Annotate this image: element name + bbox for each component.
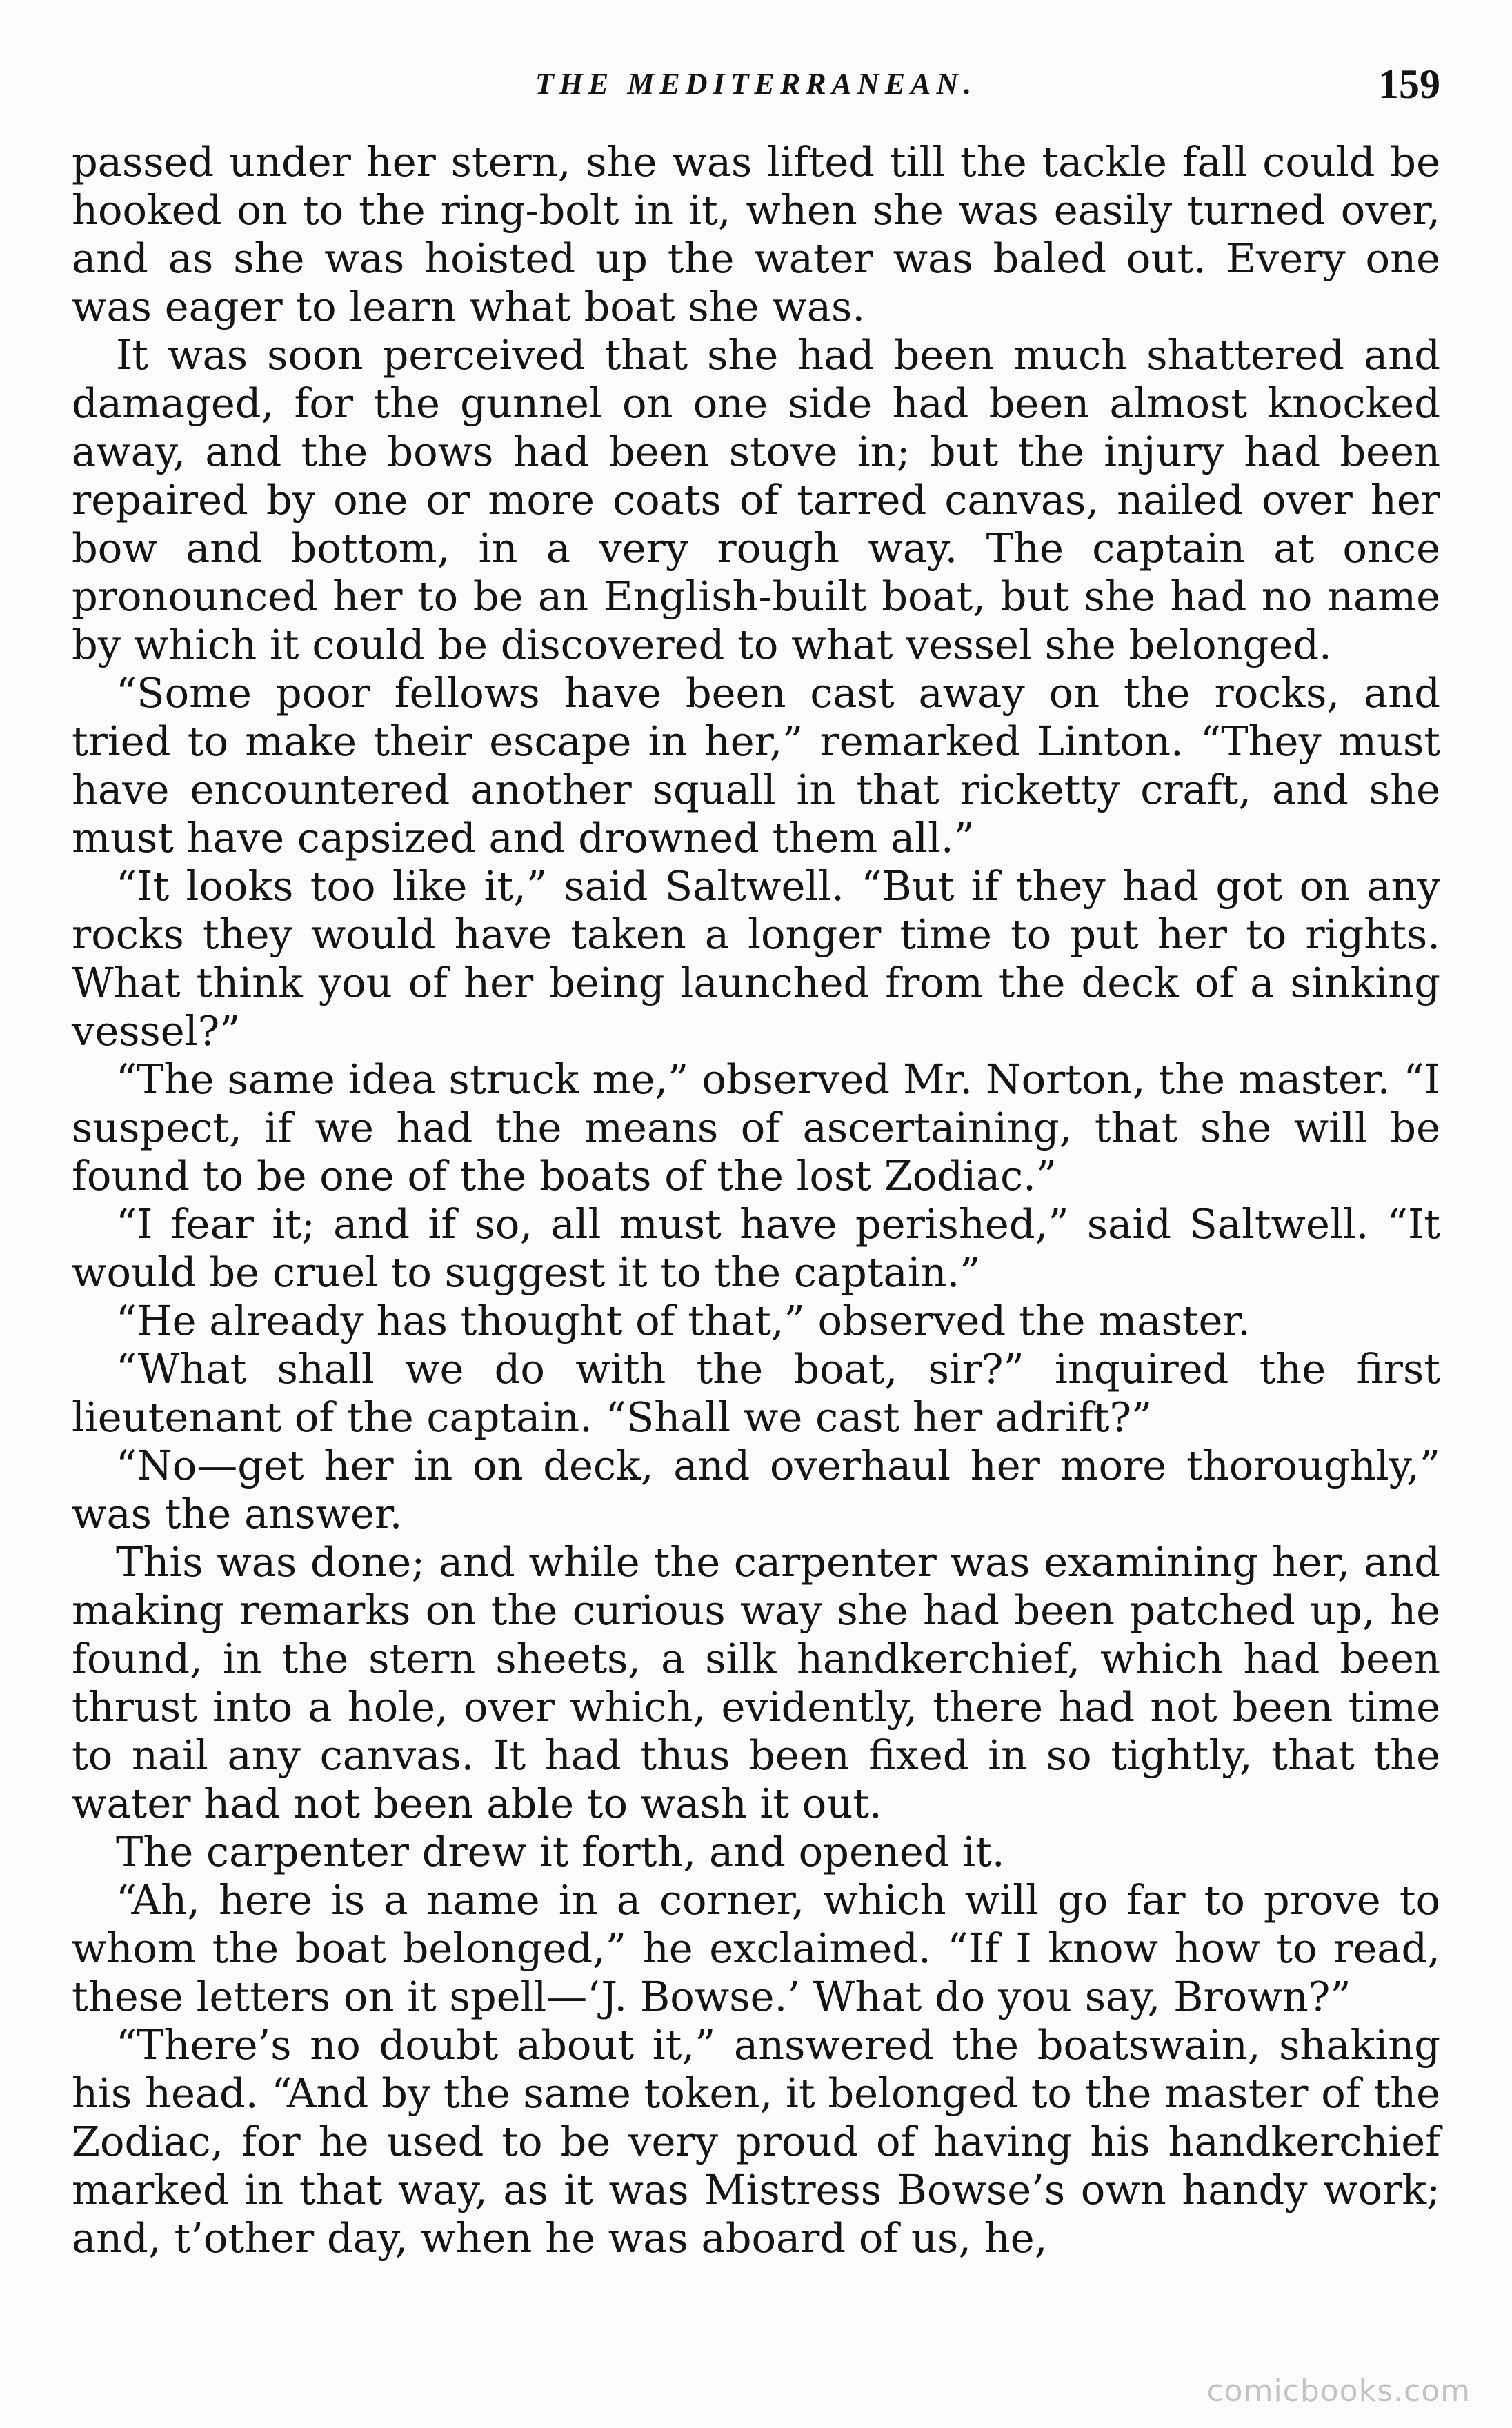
paragraph: “The same idea struck me,” observed Mr. Norton, the master. “I suspect, if we had the means of ascertaining, that she will be found to be one of the boats of the lost Zodiac.” — [72, 1055, 1440, 1200]
paragraph: “Some poor fellows have been cast away on the rocks, and tried to make their escape in her,” remarked Linton. “They must have encountered another squall in that ricketty craft, and she must have capsized and drowned them all.” — [72, 669, 1440, 862]
paragraph: This was done; and while the carpenter was examining her, and making remarks on the curious way she had been patched up, he found, in the stern sheets, a silk handkerchief, which had been thrust into a hole, over which, evidently, there had not been time to nail any canvas. It had thus been fixed in so tightly, that the water had not been able to wash it out. — [72, 1538, 1440, 1827]
body-text — [72, 138, 1440, 2262]
paragraph: “Ah, here is a name in a corner, which will go far to prove to whom the boat belonged,” he exclaimed. “If I know how to read, these letters on it spell—‘J. Bowse.’ What do you say, Brown?” — [72, 1876, 1440, 2020]
paragraph: “There’s no doubt about it,” answered the boatswain, shaking his head. “And by the same token, it belonged to the master of the Zodiac, for he used to be very proud of having his handkerchief marked in that way, as it was Mistress Bowse’s own handy work; and, t’other day, when he was aboard of us, he, — [72, 2021, 1440, 2262]
running-head: THE MEDITERRANEAN. — [535, 67, 977, 101]
paragraph: “What shall we do with the boat, sir?” inquired the first lieutenant of the captain. “Shall we cast her adrift?” — [72, 1345, 1440, 1441]
paragraph: passed under her stern, she was lifted till the tackle fall could be hooked on to the ring-bolt in it, when she was easily turned over, and as she was hoisted up the water was baled out. Every one was eager to learn what boat she was. — [72, 138, 1440, 330]
page-number: 159 — [1378, 61, 1440, 107]
watermark: comicbooks.com — [1206, 2374, 1471, 2409]
paragraph: “No—get her in on deck, and overhaul her more thoroughly,” was the answer. — [72, 1442, 1440, 1538]
paragraph: The carpenter drew it forth, and opened it. — [116, 1828, 1005, 1875]
paragraph: It was soon perceived that she had been much shattered and damaged, for the gunnel on one side had been almost knocked away, and the bows had been stove in; but the injury had been repaired by one or more coats of tarred canvas, nailed over her bow and bottom, in a very rough way. The captain at once pronounced her to be an English-built boat, but she had no name by which it could be discovered to what vessel she belonged. — [72, 331, 1440, 668]
paragraph: “It looks too like it,” said Saltwell. “But if they had got on any rocks they would have taken a longer time to put her to rights. What think you of her being launched from the deck of a sinking vessel?” — [72, 862, 1440, 1055]
book-page — [72, 61, 1440, 2392]
paragraph: “I fear it; and if so, all must have perished,” said Saltwell. “It would be cruel to suggest it to the captain.” — [72, 1200, 1440, 1296]
paragraph: “He already has thought of that,” observed the master. — [116, 1297, 1251, 1344]
page-header — [72, 61, 1440, 130]
